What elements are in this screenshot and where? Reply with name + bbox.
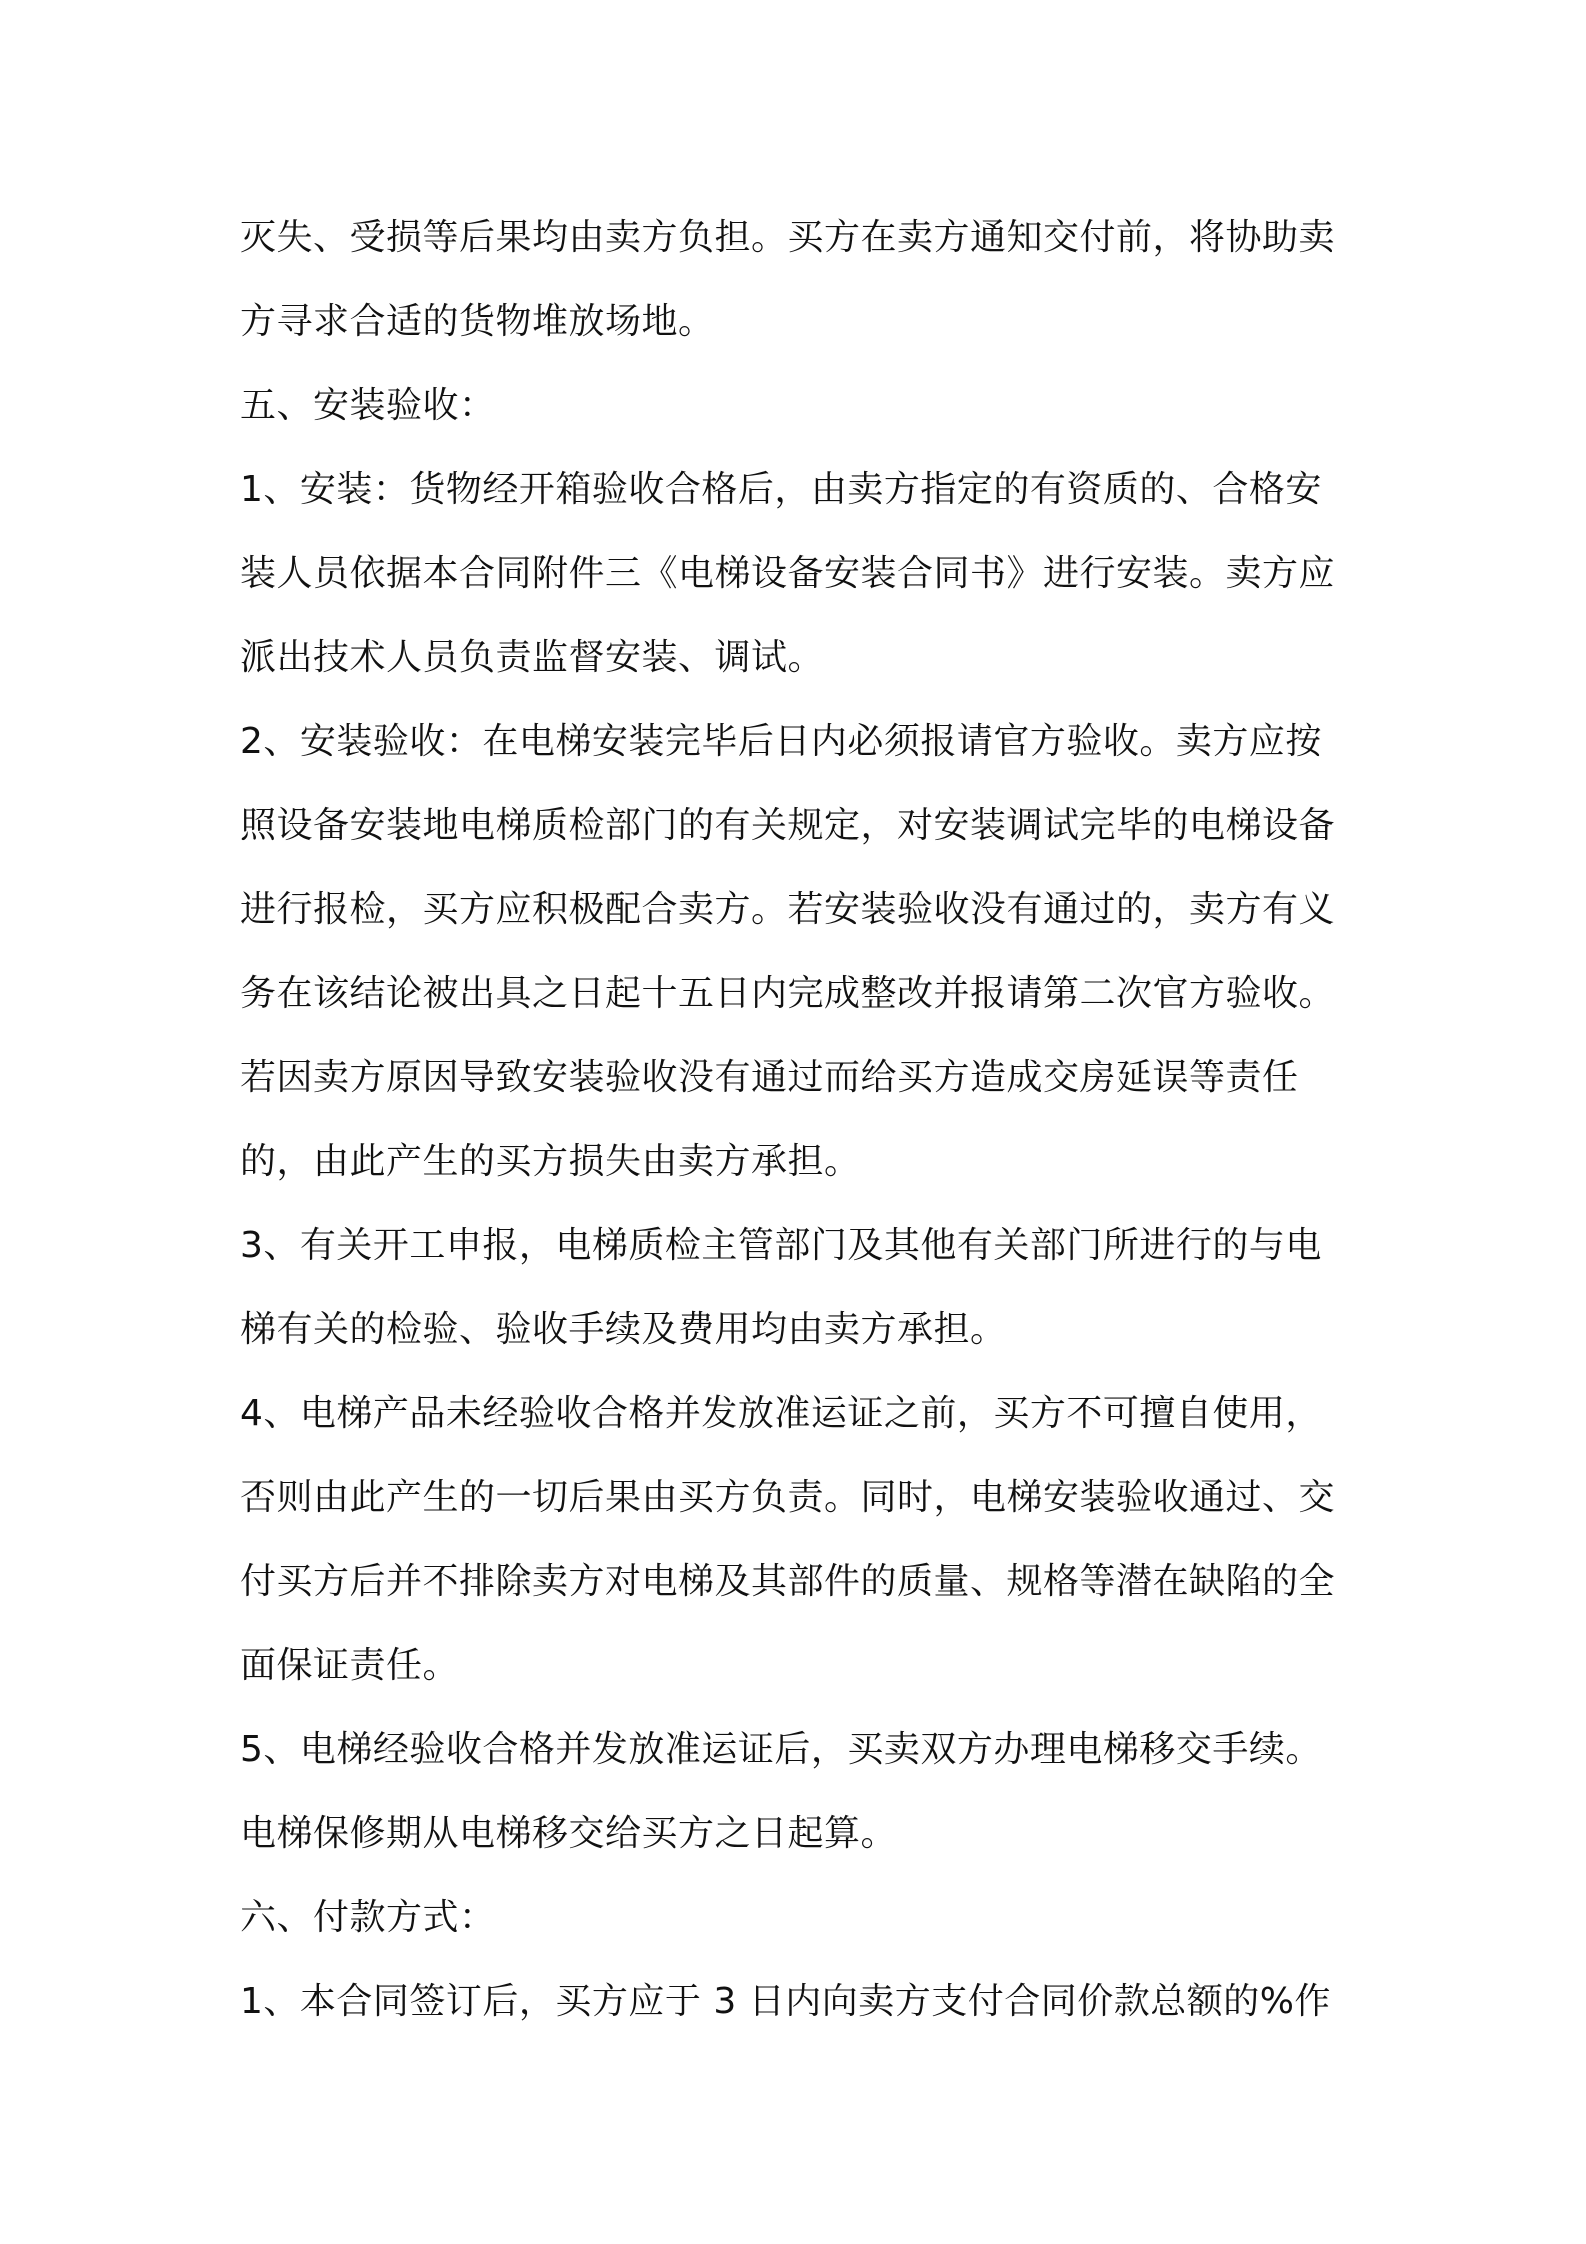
text-line: 2、安装验收：在电梯安装完毕后日内必须报请官方验收。卖方应按 xyxy=(240,721,1322,762)
text-line: 面保证责任。 xyxy=(240,1645,460,1686)
text-line: 5、电梯经验收合格并发放准运证后，买卖双方办理电梯移交手续。 xyxy=(240,1729,1322,1770)
text-line: 否则由此产生的一切后果由买方负责。同时，电梯安装验收通过、交 xyxy=(240,1477,1336,1518)
text-line: 电梯保修期从电梯移交给买方之日起算。 xyxy=(240,1813,898,1854)
text-line: 3、有关开工申报，电梯质检主管部门及其他有关部门所进行的与电 xyxy=(240,1225,1322,1266)
section-heading: 六、付款方式： xyxy=(240,1897,496,1938)
text-line: 1、安装：货物经开箱验收合格后，由卖方指定的有资质的、合格安 xyxy=(240,469,1322,510)
text-line: 灭失、受损等后果均由卖方负担。买方在卖方通知交付前，将协助卖 xyxy=(240,217,1336,258)
text-line: 派出技术人员负责监督安装、调试。 xyxy=(240,637,825,678)
text-line: 方寻求合适的货物堆放场地。 xyxy=(240,301,715,342)
text-line: 梯有关的检验、验收手续及费用均由卖方承担。 xyxy=(240,1309,1007,1350)
text-line: 进行报检，买方应积极配合卖方。若安装验收没有通过的，卖方有义 xyxy=(240,889,1336,930)
text-line: 照设备安装地电梯质检部门的有关规定，对安装调试完毕的电梯设备 xyxy=(240,805,1336,846)
text-line: 若因卖方原因导致安装验收没有通过而给买方造成交房延误等责任 xyxy=(240,1057,1299,1098)
text-line: 务在该结论被出具之日起十五日内完成整改并报请第二次官方验收。 xyxy=(240,973,1336,1014)
text-line: 装人员依据本合同附件三《电梯设备安装合同书》进行安装。卖方应 xyxy=(240,553,1336,594)
text-line: 付买方后并不排除卖方对电梯及其部件的质量、规格等潜在缺陷的全 xyxy=(240,1561,1336,1602)
text-line: 4、电梯产品未经验收合格并发放准运证之前，买方不可擅自使用， xyxy=(240,1393,1322,1434)
document-body xyxy=(240,196,1350,2044)
text-line: 1、本合同签订后，买方应于 3 日内向卖方支付合同价款总额的%作 xyxy=(240,1981,1331,2022)
text-line: 的，由此产生的买方损失由卖方承担。 xyxy=(240,1141,861,1182)
section-heading: 五、安装验收： xyxy=(240,385,496,426)
